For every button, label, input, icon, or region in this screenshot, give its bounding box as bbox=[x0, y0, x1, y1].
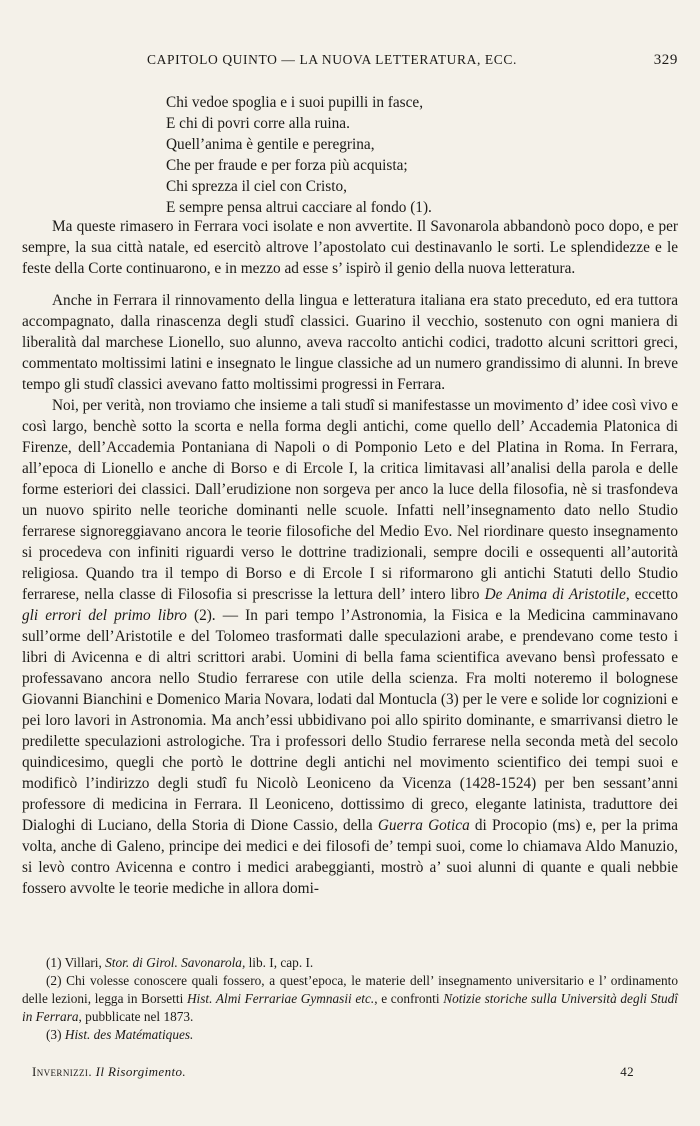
verse-quotation bbox=[166, 92, 666, 218]
footnote-text: , e confronti bbox=[374, 991, 444, 1006]
book-title: De Anima di Aristotile bbox=[484, 586, 626, 603]
signature-number: 42 bbox=[620, 1064, 634, 1079]
footnote-2 bbox=[22, 972, 678, 1026]
footnote-text: (1) Villari, bbox=[46, 955, 106, 970]
footnote-text: , pubblicate nel 1873. bbox=[78, 1009, 194, 1024]
printer-signature bbox=[32, 1064, 678, 1080]
verse-line: E sempre pensa altrui cacciare al fondo (1). bbox=[166, 199, 432, 216]
footnote-3 bbox=[22, 1026, 678, 1044]
footnote-title: Notizie storiche sulla Università degli Studî in Ferrara bbox=[22, 991, 678, 1024]
quoted-phrase: gli errori del primo libro bbox=[22, 607, 187, 624]
paragraph-guarino: Anche in Ferrara il rinnovamento della lingua e letteratura italiana era stato preceduto, ed era tuttora accompagnato, dalla rinascenza degli studî classici. Guarino il vecchio, sostenuto con ogni maniera di liberalità dal marchese Lionello, suo alunno, aveva raccolto antichi codici, tradotto alcuni scrittori greci, commentato moltissimi latini e insegnato le lingue classiche ad un numero grandissimo di alunni. In breve tempo gli studî classici avevano fatto moltissimi progressi in Ferrara. bbox=[22, 292, 678, 393]
signature-work: Il Risorgimento. bbox=[95, 1064, 187, 1079]
footnote-title: Stor. di Girol. Savonarola, bbox=[105, 955, 246, 970]
paragraph-text: Noi, per verità, non troviamo che insieme a tali studî si manifestasse un movimento d’ idee così vivo e così largo, benchè sotto la scorta e nella forma degli antichi, come quello dell’ Accademia Platonica di Firenze, dell’Accademia Pontaniana di Napoli o di Pomponio Leto e del Platina in Roma. In Ferrara, all’epoca di Lionello e anche di Borso e di Ercole I, la critica limitavasi all’analisi della parola e delle forme esteriori dei classici. Dall’erudizione non sorgeva per anco la luce della filosofia, nè si trasfondeva un nuovo spirito nelle teoriche dominanti nelle scuole. Infatti nell’insegnamento dato nello Studio ferrarese signoreggiavano ancora le teorie filosofiche del Medio Evo. Nel riordinare questo insegnamento si procedeva con infiniti riguardi verso le dottrine tradizionali, sempre docili e ossequenti all’autorità religiosa. Quando tra il tempo di Borso e di Ercole I si riformarono gli antichi Statuti dello Studio ferrarese, nella classe di Filosofia si prescrisse la lettura dell’ intero libro bbox=[22, 397, 678, 603]
footnote-text: (3) bbox=[46, 1027, 65, 1042]
paragraph-savonarola: Ma queste rimasero in Ferrara voci isolate e non avvertite. Il Savonarola abbandonò poco dopo, e per sempre, la sua città natale, ed esercitò altrove l’apostolato cui destinavanlo le sorti. Le splendidezze e le feste della Corte continuarono, e in mezzo ad esse s’ ispirò il genio della nuova letteratura. bbox=[22, 218, 678, 277]
verse-line: Che per fraude e per forza più acquista; bbox=[166, 157, 408, 174]
verse-line: Chi sprezza il ciel con Cristo, bbox=[166, 178, 347, 195]
verse-line: Quell’anima è gentile e peregrina, bbox=[166, 136, 375, 153]
footnote-text: (2) Chi volesse conoscere quali fossero, a quest’epoca, le materie dell’ insegnamento universitario e l’ ordinamento delle lezioni, legga in Borsetti bbox=[22, 973, 678, 1006]
footnote-title: Hist. Almi Ferrariae Gymnasii etc. bbox=[186, 991, 375, 1006]
verse-line: E chi di povri corre alla ruina. bbox=[166, 115, 350, 132]
book-title: Guerra Gotica bbox=[377, 817, 470, 834]
footnote-1 bbox=[22, 954, 678, 972]
verse-line: Chi vedoe spoglia e i suoi pupilli in fasce, bbox=[166, 94, 424, 111]
footnote-title: Hist. des Matématiques. bbox=[64, 1027, 194, 1042]
signature-author: Invernizzi. bbox=[32, 1064, 92, 1079]
paragraph-text: , eccetto bbox=[625, 586, 678, 603]
chapter-title: CAPITOLO QUINTO — LA NUOVA LETTERATURA, ECC. bbox=[147, 52, 517, 67]
running-header bbox=[22, 52, 678, 72]
page-number: 329 bbox=[653, 52, 678, 68]
body-text bbox=[22, 216, 678, 899]
book-page bbox=[22, 0, 678, 1126]
footnotes bbox=[22, 954, 678, 1044]
paragraph-text: di Procopio (ms) e, per la prima volta, anche di Galeno, principe dei medici e dei filosofi de’ tempi suoi, come lo chiamava Aldo Manuzio, si levò contro Avicenna e contro i medici arabeggianti, mostrò a’ suoi alunni di quante e quali nebbie fossero avvolte le teorie mediche in allora domi- bbox=[22, 817, 679, 897]
footnote-text: lib. I, cap. I. bbox=[245, 955, 314, 970]
paragraph-text: (2). — In pari tempo l’Astronomia, la Fisica e la Medicina camminavano sull’orme dell’Aristotile e del Tolomeo trasformati dalle speculazioni arabe, e prendevano come testo i libri di Avicenna e di altri scrittori arabi. Uomini di bella fama scientifica avevano bensì professato e professavano ancora nello Studio ferrarese con utile della scienza. Fra molti noteremo il bolognese Giovanni Bianchini e Domenico Maria Novara, lodati dal Montucla (3) per le vere e solide lor cognizioni e pei loro lavori in Astronomia. Ma anch’essi ubbidivano poi allo spirito dominante, e smarrivansi dietro le predilette speculazioni astrologiche. Tra i professori dello Studio ferrarese nella seconda metà del secolo quindicesimo, quegli che portò le dottrine degli antichi nel movimento scientifico dei tempi suoi e modificò l’indirizzo degli studî fu Nicolò Leoniceno da Vicenza (1428-1524) per ben sessant’anni professore di medicina in Ferrara. Il Leoniceno, dottissimo di greco, elegante latinista, traduttore dei Dialoghi di Luciano, della Storia di Dione Cassio, della bbox=[22, 607, 678, 834]
paragraph-studio-ferrarese bbox=[22, 395, 678, 899]
